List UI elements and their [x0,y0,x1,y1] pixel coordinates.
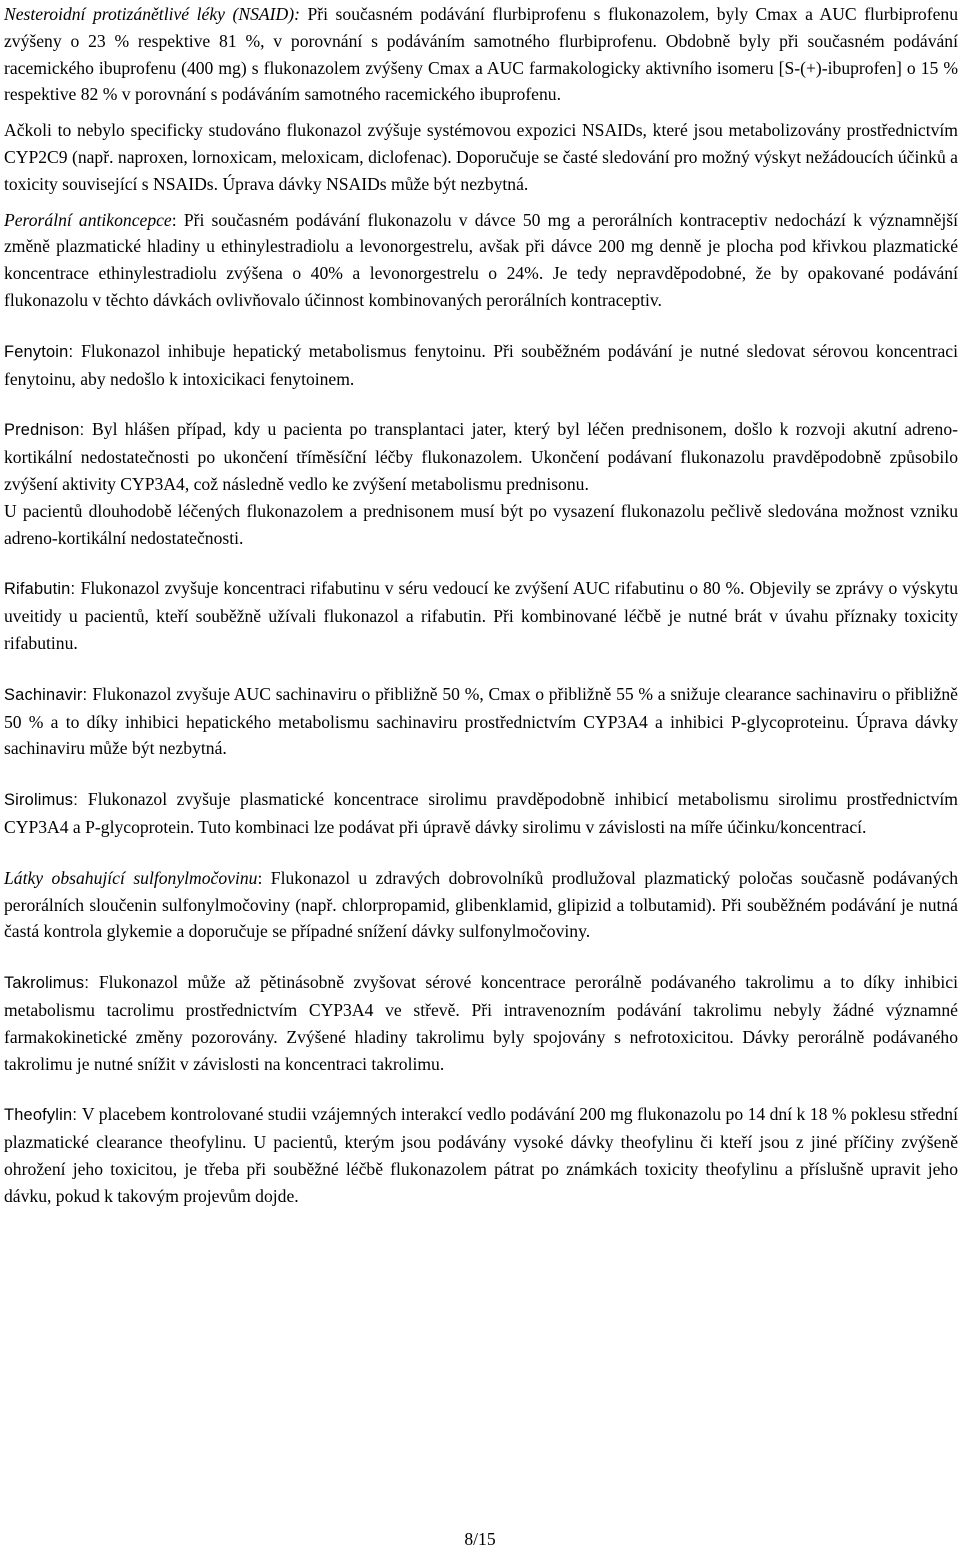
paragraph-sachinavir: Sachinavir: Flukonazol zvyšuje AUC sachinaviru o přibližně 50 %, Cmax o přibližně 55 % a snižuje clearance sachinaviru o přibližně 50 % a to díky inhibici hepatického metabolismu sachinaviru prostřednictvím CYP3A4 a inhibici P-glycoproteinu. Úprava dávky sachinaviru může být nezbytná. [4,683,958,759]
paragraph-sulfonylurea: Látky obsahující sulfonylmočovinu: Flukonazol u zdravých dobrovolníků prodlužoval plazmatický poločas současně podávaných perorálních sloučenin sulfonylmočoviny (např. chlorpropamid, glibenklamid, glipizid a tolbutamid). Při souběžném podávání je nutná častá kontrola glykemie a doporučuje se případné snížení dávky sulfonylmočoviny. [4,867,958,942]
paragraph-text: Flukonazol zvyšuje koncentraci rifabutinu v séru vedoucí ke zvýšení AUC rifabutinu o 80 %. Objevily se zprávy o výskytu uveitidy u pacientů, kteří souběžně užívali flukonazol a rifabutin. Při kombinované léčbě je nutné brát v úvahu příznaky toxicity rifabutinu. [4,578,958,653]
paragraph-text: Ačkoli to nebylo specificky studováno flukonazol zvýšuje systémovou expozici NSAIDs, které jsou metabolizovány prostřednictvím CYP2C9 (např. naproxen, lornoxicam, meloxicam, diclofenac). Doporučuje se časté sledování pro možný výskyt nežádoucích účinků a toxicity související s NSAIDs. Úprava dávky NSAIDs může být nezbytná. [4,120,958,194]
paragraph-text: Flukonazol u zdravých dobrovolníků prodlužoval plazmatický poločas současně podávaných perorálních sloučenin sulfonylmočoviny (např. chlorpropamid, glibenklamid, glipizid a tolbutamid). Při souběžném podávání je nutná častá kontrola glykemie a doporučuje se případné snížení dávky sulfonylmočoviny. [4,867,958,942]
page-number: 8/15 [464,1529,496,1549]
paragraph-prednison-followup [4,498,958,552]
section-label: Látky obsahující sulfonylmočovinu [4,867,258,888]
paragraph-text: Flukonazol inhibuje hepatický metabolismus fenytoinu. Při souběžném podávání je nutné sledovat sérovou koncentraci fenytoinu, aby nedošlo k intoxicikaci fenytoinem. [4,340,958,389]
section-label: Nesteroidní protizánětlivé léky (NSAID) [4,4,295,24]
paragraph-nsaid: Nesteroidní protizánětlivé léky (NSAID): Při současném podávání flurbiprofenu s flukonazolem, byly Cmax a AUC flurbiprofenu zvýšeny o 23 % respektive 81 %, v porovnání s podáváním samotného flurbiprofenu. Obdobně byly při současném podávání racemického ibuprofenu (400 mg) s flukonazolem zvýšeny Cmax a AUC farmakologicky aktivního isomeru [S-(+)-ibuprofen] o 15 % respektive 82 % v porovnání s podáváním samotného racemického ibuprofenu. [4,4,958,105]
paragraph-theofylin: Theofylin: V placebem kontrolované studii vzájemných interakcí vedlo podávání 200 mg flukonazolu po 14 dní k 18 % poklesu střední plazmatické clearance theofylinu. U pacientů, kterým jsou podávány vysoké dávky theofylinu či kteří jsou z jiné příčiny zvýšeně ohrožení jeho toxicitou, je třeba při souběžné léčbě flukonazolem pátrat po známkách toxicity theofylinu a příslušně upravit jeho dávku, pokud k takovým projevům dojde. [4,1104,958,1206]
section-label: Perorální antikoncepce [4,209,172,230]
paragraph-text: Flukonazol zvyšuje plasmatické koncentrace sirolimu pravděpodobně inhibicí metabolismu sirolimu prostřednictvím CYP3A4 a P-glycoprotein. Tuto kombinaci lze podávat při úpravě dávky sirolimu v závislosti na míře účinku/koncentrací. [4,789,958,837]
paragraph-sirolimus: Sirolimus: Flukonazol zvyšuje plasmatické koncentrace sirolimu pravděpodobně inhibicí metabolismu sirolimu prostřednictvím CYP3A4 a P-glycoprotein. Tuto kombinaci lze podávat při úpravě dávky sirolimu v závislosti na míře účinku/koncentrací. [4,789,958,837]
paragraph-fenytoin: Fenytoin: Flukonazol inhibuje hepatický metabolismus fenytoinu. Při souběžném podávání je nutné sledovat sérovou koncentraci fenytoinu, aby nedošlo k intoxicikaci fenytoinem. [4,340,958,389]
paragraph-text: Flukonazol může až pětinásobně zvyšovat sérové koncentrace perorálně podávaného takrolimu a to díky inhibici metabolismu tacrolimu prostřednictvím CYP3A4 ve střevě. Při intravenozním podávání takrolimu nebyly žádné významné farmakokinetické změny pozorovány. Zvýšené hladiny takrolimu byly spojovány s nefrotoxicitou. Dávky perorálně podávaného takrolimu je nutné snížit v závislosti na koncentraci takrolimu. [4,972,958,1074]
paragraph-oral-contraception: Perorální antikoncepce: Při současném podávání flukonazolu v dávce 50 mg a perorálních kontraceptiv nedochází k významnější změně plazmatické hladiny u ethinylestradiolu a levonorgestrelu, avšak při dávce 200 mg denně je plocha pod křivkou plazmatické koncentrace ethinylestradiolu zvýšena o 40% a levonorgestrelu o 24%. Je tedy nepravděpodobné, že by opakované podávání flukonazolu v těchto dávkách ovlivňovalo účinnost kombinovaných perorálních kontraceptiv. [4,209,958,310]
paragraph-nsaid-cyp2c9 [4,117,958,197]
section-label: Fenytoin [4,342,69,361]
paragraph-takrolimus: Takrolimus: Flukonazol může až pětinásobně zvyšovat sérové koncentrace perorálně podávaného takrolimu a to díky inhibici metabolismu tacrolimu prostřednictvím CYP3A4 ve střevě. Při intravenozním podávání takrolimu nebyly žádné významné farmakokinetické změny pozorovány. Zvýšené hladiny takrolimu byly spojovány s nefrotoxicitou. Dávky perorálně podávaného takrolimu je nutné snížit v závislosti na koncentraci takrolimu. [4,972,958,1074]
paragraph-text: Při současném podávání flurbiprofenu s flukonazolem, byly Cmax a AUC flurbiprofenu zvýšeny o 23 % respektive 81 %, v porovnání s podáváním samotného flurbiprofenu. Obdobně byly při současném podávání racemického ibuprofenu (400 mg) s flukonazolem zvýšeny Cmax a AUC farmakologicky aktivního isomeru [S-(+)-ibuprofen] o 15 % respektive 82 % v porovnání s podáváním samotného racemického ibuprofenu. [4,4,958,105]
paragraph-text: Byl hlášen případ, kdy u pacienta po transplantaci jater, který byl léčen prednisonem, došlo k rozvoji akutní adreno-kortikální nedostatečnosti po ukončení tříměsíční léčby flukonazolem. Ukončení podávaní flukonazolu pravděpodobně způsobilo zvýšení aktivity CYP3A4, což následně vedlo ke zvýšení metabolismu prednisonu. [4,419,958,494]
section-label: Rifabutin [4,580,71,599]
section-label: Theofylin [4,1106,73,1125]
paragraph-text: U pacientů dlouhodobě léčených flukonazolem a prednisonem musí být po vysazení flukonazolu pečlivě sledována možnost vzniku adreno-kortikální nedostatečnosti. [4,500,958,548]
paragraph-prednison: Prednison: Byl hlášen případ, kdy u pacienta po transplantaci jater, který byl léčen prednisonem, došlo k rozvoji akutní adreno-kortikální nedostatečnosti po ukončení tříměsíční léčby flukonazolem. Ukončení podávaní flukonazolu pravděpodobně způsobilo zvýšení aktivity CYP3A4, což následně vedlo ke zvýšení metabolismu prednisonu. [4,419,958,494]
section-label: Prednison [4,421,80,440]
paragraph-text: Flukonazol zvyšuje AUC sachinaviru o přibližně 50 %, Cmax o přibližně 55 % a snižuje clearance sachinaviru o přibližně 50 % a to díky inhibici hepatického metabolismu sachinaviru prostřednictvím CYP3A4 a inhibici P-glycoproteinu. Úprava dávky sachinaviru může být nezbytná. [4,683,958,759]
paragraph-text: Při současném podávání flukonazolu v dávce 50 mg a perorálních kontraceptiv nedochází k významnější změně plazmatické hladiny u ethinylestradiolu a levonorgestrelu, avšak při dávce 200 mg denně je plocha pod křivkou plazmatické koncentrace ethinylestradiolu zvýšena o 40% a levonorgestrelu o 24%. Je tedy nepravděpodobné, že by opakované podávání flukonazolu v těchto dávkách ovlivňovalo účinnost kombinovaných perorálních kontraceptiv. [4,209,958,310]
paragraph-text: V placebem kontrolované studii vzájemných interakcí vedlo podávání 200 mg flukonazolu po 14 dní k 18 % poklesu střední plazmatické clearance theofylinu. U pacientů, kterým jsou podávány vysoké dávky theofylinu či kteří jsou z jiné příčiny zvýšeně ohrožení jeho toxicitou, je třeba při souběžné léčbě flukonazolem pátrat po známkách toxicity theofylinu a příslušně upravit jeho dávku, pokud k takovým projevům dojde. [4,1104,958,1206]
paragraph-rifabutin: Rifabutin: Flukonazol zvyšuje koncentraci rifabutinu v séru vedoucí ke zvýšení AUC rifabutinu o 80 %. Objevily se zprávy o výskytu uveitidy u pacientů, kteří souběžně užívali flukonazol a rifabutin. Při kombinované léčbě je nutné brát v úvahu příznaky toxicity rifabutinu. [4,578,958,653]
section-label: Sirolimus [4,791,74,810]
section-label: Sachinavir [4,685,83,704]
section-label: Takrolimus [4,974,85,993]
